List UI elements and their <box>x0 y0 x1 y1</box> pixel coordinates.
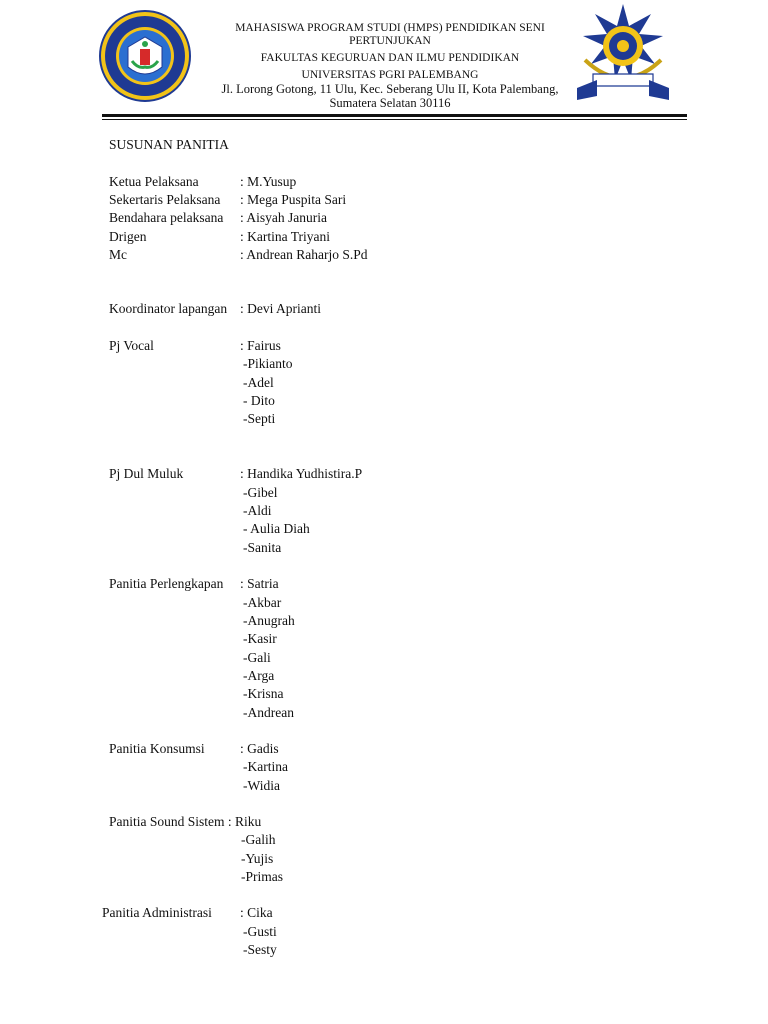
member-name: -Sesty <box>243 942 277 957</box>
role-value: : Cika <box>240 905 273 920</box>
member-name: -Gibel <box>243 485 278 500</box>
member-name: - Aulia Diah <box>243 521 310 536</box>
role-value: : Devi Aprianti <box>240 301 321 316</box>
member-name: -Widia <box>243 778 280 793</box>
member-name: -Krisna <box>243 686 284 701</box>
letterhead-line: FAKULTAS KEGURUAN DAN ILMU PENDIDIKAN <box>260 52 520 64</box>
member-name: -Gali <box>243 650 271 665</box>
role-value: : Andrean Raharjo S.Pd <box>240 247 368 262</box>
member-name: - Dito <box>243 393 275 408</box>
member-name: -Adel <box>243 375 274 390</box>
role-label: Bendahara pelaksana <box>109 210 224 225</box>
role-label: Mc <box>109 247 127 262</box>
role-value: : Fairus <box>240 338 281 353</box>
role-label-with-value: Panitia Sound Sistem : Riku <box>109 814 262 829</box>
role-label: Drigen <box>109 229 147 244</box>
member-name: -Yujis <box>241 851 274 866</box>
letterhead-institution <box>200 22 580 47</box>
letterhead-university <box>200 69 580 82</box>
role-label: Panitia Konsumsi <box>109 741 205 756</box>
member-name: -Akbar <box>243 595 282 610</box>
role-value: : Aisyah Januria <box>240 210 327 225</box>
role-label: Sekertaris Pelaksana <box>109 192 221 207</box>
member-name: -Kartina <box>243 759 288 774</box>
hmps-logo <box>563 0 683 104</box>
role-value: : Gadis <box>240 741 279 756</box>
document-title: SUSUNAN PANITIA <box>109 137 229 152</box>
letterhead-line: PERTUNJUKAN <box>349 34 431 47</box>
role-value: : Handika Yudhistira.P <box>240 466 363 481</box>
member-name: -Septi <box>243 411 276 426</box>
address-line: Sumatera Selatan 30116 <box>329 96 451 110</box>
role-label: Pj Vocal <box>109 338 154 353</box>
member-name: -Primas <box>241 869 283 884</box>
role-label: Koordinator lapangan <box>109 301 228 316</box>
member-name: -Andrean <box>243 705 294 720</box>
member-name: -Galih <box>241 832 276 847</box>
member-name: -Gusti <box>243 924 277 939</box>
member-name: -Pikianto <box>243 356 293 371</box>
letterhead-faculty <box>200 52 580 65</box>
letterhead-address <box>200 82 580 110</box>
letterhead-divider <box>102 114 687 117</box>
member-name: -Aldi <box>243 503 272 518</box>
letterhead-line: MAHASISWA PROGRAM STUDI (HMPS) PENDIDIKAN SENI <box>235 22 545 34</box>
member-name: -Arga <box>243 668 275 683</box>
member-name: -Kasir <box>243 631 277 646</box>
role-label: Ketua Pelaksana <box>109 174 199 189</box>
role-value: : M.Yusup <box>240 174 297 189</box>
role-label: Panitia Perlengkapan <box>109 576 224 591</box>
university-logo <box>98 9 192 103</box>
role-label: Panitia Administrasi <box>102 905 212 920</box>
member-name: -Anugrah <box>243 613 295 628</box>
role-value: : Satria <box>240 576 279 591</box>
role-value: : Mega Puspita Sari <box>240 192 347 207</box>
address-line: Jl. Lorong Gotong, 11 Ulu, Kec. Seberang Ulu II, Kota Palembang, <box>221 82 559 96</box>
letterhead-line: UNIVERSITAS PGRI PALEMBANG <box>301 69 479 81</box>
letterhead-divider-thin <box>102 119 687 120</box>
member-name: -Sanita <box>243 540 282 555</box>
role-label: Pj Dul Muluk <box>109 466 184 481</box>
role-value: : Kartina Triyani <box>240 229 330 244</box>
